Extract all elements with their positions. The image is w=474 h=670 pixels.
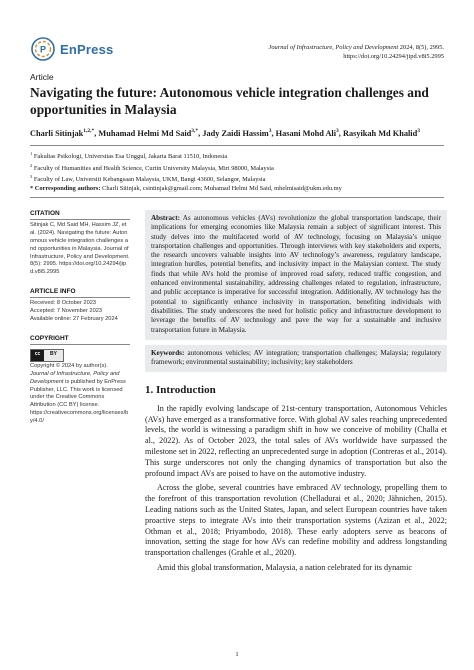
article-title: Navigating the future: Autonomous vehicle integration challenges and opportunities in Malaysia — [30, 85, 429, 117]
body-paragraph: Amid this global transformation, Malaysia, a nation celebrated for its dynamic — [157, 562, 412, 572]
affiliation: $^2$ Faculty of Humanities and Health Science, Curtin University Malaysia, Miri 98000, Malaysia — [30, 162, 274, 172]
page-header — [30, 30, 444, 70]
citation-block — [30, 210, 130, 277]
author: Hasani Mohd Ali$^3$ — [275, 128, 339, 138]
license-link[interactable]: https://creativecommons.org/licenses/by/4.0/ — [30, 410, 129, 425]
publisher-logo — [30, 36, 113, 62]
publisher-name: EnPress — [60, 41, 114, 57]
abstract-text: Abstract: As autonomous vehicles (AVs) revolutionize the global transportation landscape, their implications for emerging economies like Malaysia remain a subject of significant interest. This study delves into the multifaceted world of AV technology, focusing on Malaysia’s unique transportation challenges and opportunities. Through interviews with key stakeholders and experts, the research uncovers valuable insights into AV technology’s awareness, regulatory landscape, integration hurdles, potential benefits, and inclusivity impact in the Malaysian context. The study finds that while AVs hold the promise of improved road safety, reduced traffic congestion, and enhanced environmental sustainability, addressing challenges related to regulation, infrastructure, and public acceptance is imperative for successful integration. Additionally, AV technology has the potential to significantly enhance inclusivity in transportation, benefiting individuals with disabilities. The study underscores the need for holistic policy and infrastructure development to leverage the benefits of AV technology and pave the way for a sustainable and inclusive transportation future in Malaysia. — [151, 214, 441, 334]
journal-issue: 2024, 8(5), 2995. — [398, 44, 444, 51]
cc-by-license-icon[interactable]: cc BY — [30, 349, 64, 362]
license-text: Journal of Infrastructure, Policy and Development is published by EnPress Publisher, LLC. This work is licensed under the Creative Commons Attribution (CC BY) license. — [30, 370, 126, 409]
body-paragraph: Across the globe, several countries have embraced AV technology, propelling them to the forefront of this transportation revolution (Chelladurai et al., 2020; Jähnichen, 2015). Leading nations such as the United States, Japan, and select European countries have taken proactive steps to integrate AVs into their transportation systems (Azizan et al., 2022; Othman et al., 2018; Priyambodo, 2018). These early adopters serve as beacons of innovation, setting the stage for how AVs can redefine mobility and address longstanding transportation challenges (Grahle et al., 2020). — [145, 483, 447, 558]
divider — [30, 145, 444, 146]
accepted-date: Accepted: 7 November 2023 — [30, 308, 103, 315]
keywords-box — [145, 345, 447, 373]
divider — [30, 197, 444, 198]
received-date: Received: 8 October 2023 — [30, 300, 97, 307]
copyright-heading: COPYRIGHT — [30, 335, 130, 345]
author: Charli Sitinjak$^{1,2,*}$ — [30, 128, 95, 138]
article-info-block — [30, 288, 130, 324]
author-list: Charli Sitinjak$^{1,2,*}$, Muhamad Helmi Md Said$^{3,*}$, Jady Zaidi Hassim$^3$, Hasani Mohd Ali$^3$, Rasyikah Md Khalid$^3$ — [30, 128, 420, 138]
affiliations — [30, 150, 450, 194]
copyright-block — [30, 335, 130, 426]
citation-text: Sitinjak C, Md Said MH, Hassim JZ, et al. (2024). Navigating the future: Autonomous vehicle integration challenges and opportunities in Malaysia. Journal of Infrastructure, Policy and Development. 8(5): 2995. https://doi.org/10.24294/jipd.v8i5.2995 — [30, 221, 130, 276]
author: Jady Zaidi Hassim$^3$ — [202, 128, 272, 138]
citation-heading: CITATION — [30, 210, 130, 220]
journal-name: Journal of Infrastructure, Policy and Development — [268, 44, 399, 51]
affiliation: $^3$ Faculty of Law, Universiti Kebangsaan Malaysia, UKM, Bangi 43600, Selangor, Malaysia — [30, 174, 266, 184]
author: Rasyikah Md Khalid$^3$ — [342, 128, 420, 138]
journal-meta — [269, 44, 444, 61]
article-info-heading: ARTICLE INFO — [30, 288, 130, 298]
corresponding-authors: * Corresponding authors: Charli Sitinjak, csintinjak@gmail.com; Muhamad Helmi Md Said, mhelmisaid@ukm.edu.my — [30, 185, 342, 193]
author: Muhamad Helmi Md Said$^{3,*}$ — [98, 128, 199, 138]
doi-link[interactable]: https://doi.org/10.24294/jipd.v8i5.2995 — [343, 52, 444, 60]
abstract-box — [145, 210, 447, 340]
main-column — [145, 210, 447, 578]
body-paragraph: In the rapidly evolving landscape of 21st-century transportation, Autonomous Vehicles (AVs) have emerged as a transformative force. With global AV sales reaching unprecedented levels, the world is witnessing a paradigm shift in how we conceive of mobility (Challa et al., 2022). As of October 2023, the total sales of AVs worldwide have surpassed the milestone set in 2022, reflecting an unprecedented surge in adoption (Contreras et al., 2014). This surge underscores not only the changing dynamics of transportation but also the profound impact AVs are poised to have on the automotive industry. — [145, 403, 447, 478]
enpress-logo-icon — [30, 36, 56, 62]
page-number: 1 — [235, 651, 239, 658]
available-date: Available online: 27 February 2024 — [30, 315, 118, 322]
copyright-line: Copyright © 2024 by author(s). — [30, 362, 108, 369]
keywords-text: Keywords: autonomous vehicles; AV integration; transportation challenges; Malaysia; regulatory framework; environmental sustainability; inclusivity; key stakeholders — [151, 348, 441, 367]
article-sidebar — [30, 210, 130, 437]
article-type: Article — [30, 72, 54, 82]
section-heading: 1. Introduction — [145, 384, 216, 397]
svg-text:P: P — [39, 44, 47, 55]
affiliation: $^1$ Fakultas Psikologi, Universitas Esa Unggul, Jakarta Barat 11510, Indonesia — [30, 151, 228, 161]
